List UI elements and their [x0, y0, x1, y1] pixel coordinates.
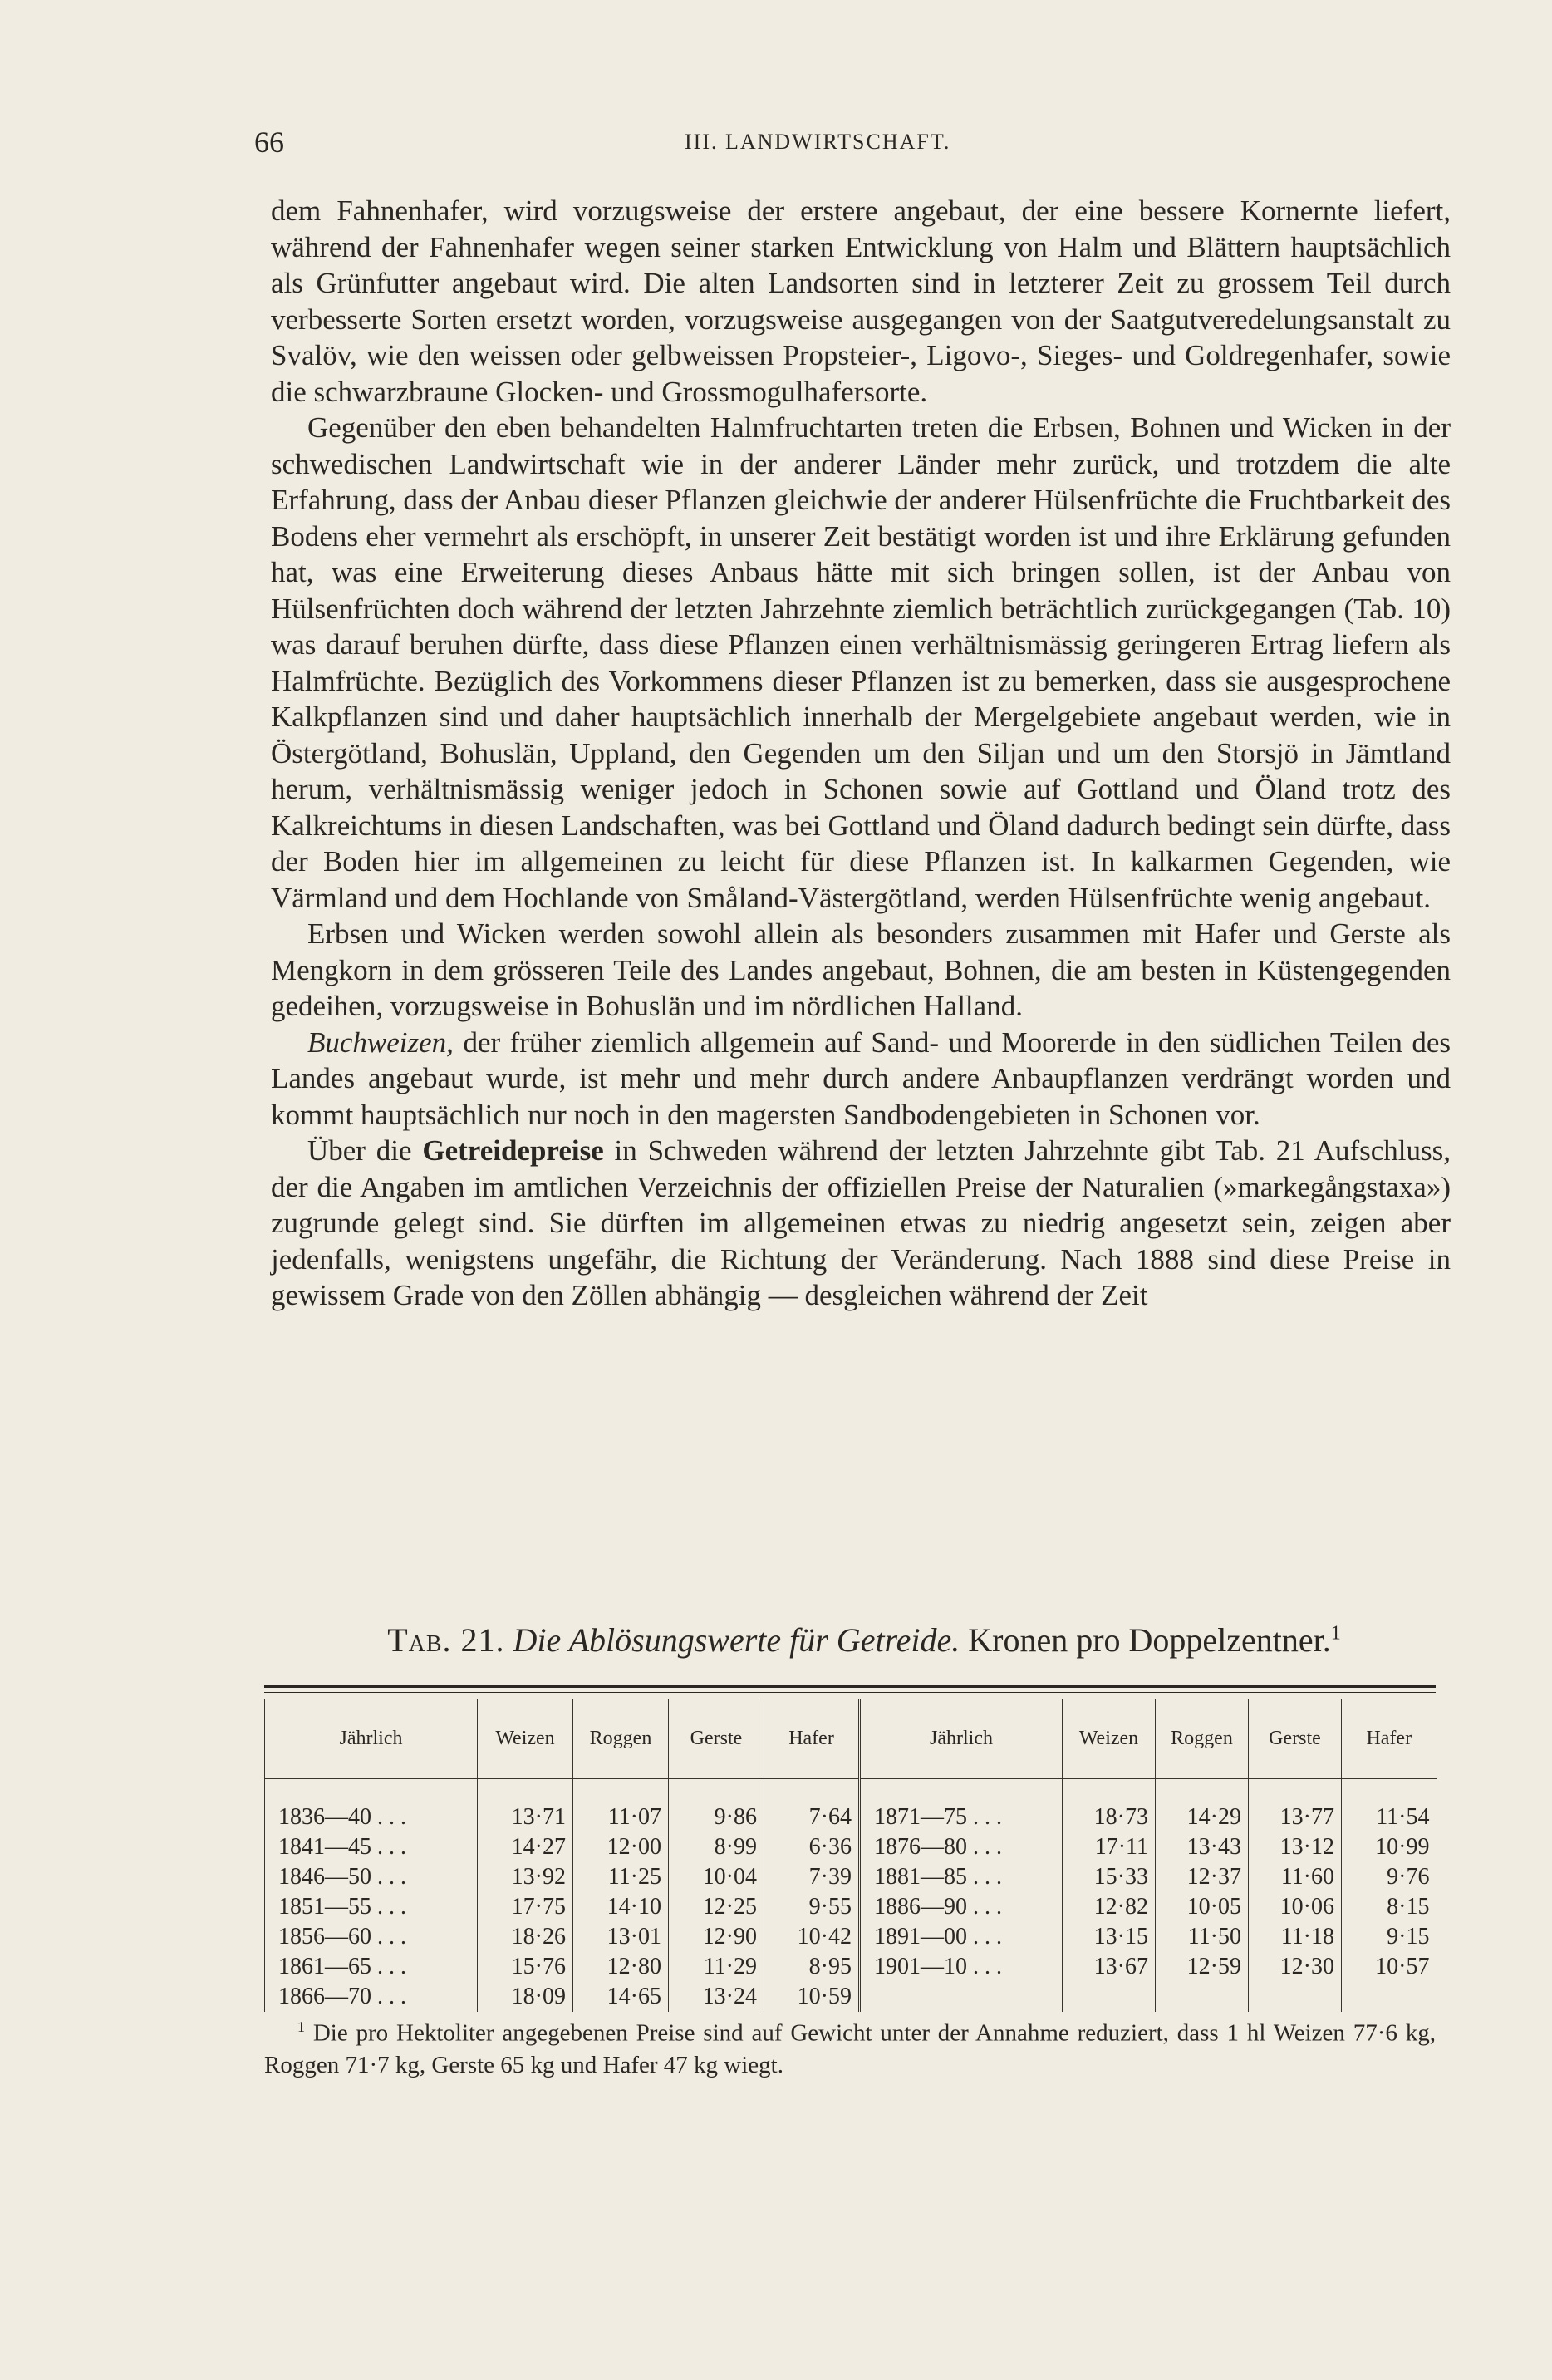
page-header	[254, 125, 1459, 166]
table-cell: 13·24	[669, 1982, 764, 2012]
table-cell: 1846—50 . . .	[265, 1862, 478, 1892]
prices-lead: Über die	[307, 1134, 423, 1167]
table-cell: 12·80	[573, 1952, 669, 1982]
table-row	[265, 1862, 1437, 1892]
table-cell: 11·18	[1249, 1922, 1342, 1952]
table-cell: 8·99	[669, 1832, 764, 1862]
table-caption	[266, 1620, 1462, 1660]
footnote-marker: 1	[297, 2019, 305, 2035]
table-cell: 18·73	[1063, 1779, 1156, 1833]
price-table	[264, 1699, 1437, 2012]
col-header: Roggen	[573, 1699, 669, 1779]
table-cell: 1851—55 . . .	[265, 1892, 478, 1922]
table-cell: 11·25	[573, 1862, 669, 1892]
table-cell: 14·29	[1156, 1779, 1249, 1833]
table-cell: 1881—85 . . .	[860, 1862, 1063, 1892]
table-cell	[1249, 1982, 1342, 2012]
table-cell	[1063, 1982, 1156, 2012]
table-row	[265, 1982, 1437, 2012]
paragraph-buckwheat	[271, 1025, 1451, 1133]
table-cell: 8·95	[764, 1952, 860, 1982]
col-header: Jährlich	[265, 1699, 478, 1779]
table-cell: 11·50	[1156, 1922, 1249, 1952]
col-header: Jährlich	[860, 1699, 1063, 1779]
table-cell: 7·64	[764, 1779, 860, 1833]
table-cell	[1342, 1982, 1437, 2012]
table-row	[265, 1832, 1437, 1862]
body-text	[271, 193, 1451, 1314]
table-cell: 1841—45 . . .	[265, 1832, 478, 1862]
table-cell: 10·06	[1249, 1892, 1342, 1922]
paragraph-grain-prices	[271, 1133, 1451, 1314]
col-header: Weizen	[1063, 1699, 1156, 1779]
table-cell: 14·27	[478, 1832, 573, 1862]
buckwheat-term: Buchweizen,	[307, 1025, 454, 1059]
table-cell: 12·37	[1156, 1862, 1249, 1892]
table-cell: 17·11	[1063, 1832, 1156, 1862]
table-cell: 9·55	[764, 1892, 860, 1922]
table-cell: 12·59	[1156, 1952, 1249, 1982]
table-cell: 11·29	[669, 1952, 764, 1982]
col-header: Hafer	[1342, 1699, 1437, 1779]
paragraph-peas: Erbsen und Wicken werden sowohl allein als besonders zusammen mit Hafer und Gerste als Mengkorn in dem grösseren Teile des Landes angebaut, Bohnen, die am besten in Küstengegenden gedeihen, vorzugsweise in Bohuslän und im nördlichen Halland.	[271, 917, 1451, 1022]
table-cell: 8·15	[1342, 1892, 1437, 1922]
table-cell: 9·76	[1342, 1862, 1437, 1892]
table-row	[265, 1952, 1437, 1982]
table-cell: 10·99	[1342, 1832, 1437, 1862]
table-cell: 6·36	[764, 1832, 860, 1862]
table-cell: 10·04	[669, 1862, 764, 1892]
table-cell: 13·43	[1156, 1832, 1249, 1862]
table-cell: 13·92	[478, 1862, 573, 1892]
table-cell: 11·54	[1342, 1779, 1437, 1833]
table-row	[265, 1892, 1437, 1922]
table-cell: 14·10	[573, 1892, 669, 1922]
table-cell: 13·15	[1063, 1922, 1156, 1952]
table-top-rule-thin	[264, 1692, 1436, 1693]
table-cell: 12·82	[1063, 1892, 1156, 1922]
table-note-ref: 1	[1330, 1622, 1341, 1645]
table-cell: 10·42	[764, 1922, 860, 1952]
table-cell: 9·15	[1342, 1922, 1437, 1952]
table-cell: 10·05	[1156, 1892, 1249, 1922]
prices-text: in Schweden während der letzten Jahrzehnte gibt Tab. 21 Aufschluss, der die Angaben im amtlichen Verzeichnis der offiziellen Preise der Naturalien (»markegångstaxa») zugrunde gelegt sind. Sie dürften im allgemeinen etwas zu niedrig angesetzt sein, zeigen aber jedenfalls, wenigstens ungefähr, die Richtung der Veränderung. Nach 1888 sind diese Preise in gewissem Grade von den Zöllen abhängig — desgleichen während der Zeit	[271, 1134, 1451, 1311]
table-cell: 10·57	[1342, 1952, 1437, 1982]
table-cell: 12·00	[573, 1832, 669, 1862]
table-cell: 13·77	[1249, 1779, 1342, 1833]
col-header: Gerste	[1249, 1699, 1342, 1779]
table-cell: 1871—75 . . .	[860, 1779, 1063, 1833]
buckwheat-text: der früher ziemlich allgemein auf Sand- und Moorerde in den südlichen Teilen des Landes angebaut wurde, ist mehr und mehr durch andere Anbaupflanzen verdrängt worden und kommt hauptsächlich nur noch in den magersten Sandbodengebieten in Schonen vor.	[271, 1025, 1451, 1131]
col-header: Gerste	[669, 1699, 764, 1779]
table-cell: 14·65	[573, 1982, 669, 2012]
table-title: Die Ablösungswerte für Getreide.	[513, 1621, 960, 1659]
footnote-paragraph	[264, 2011, 1436, 2081]
table-unit: Kronen pro Doppelzentner.	[968, 1621, 1331, 1659]
table-cell: 12·30	[1249, 1952, 1342, 1982]
footnote	[264, 2011, 1436, 2081]
table-cell: 11·60	[1249, 1862, 1342, 1892]
table-cell: 12·90	[669, 1922, 764, 1952]
table-cell: 13·01	[573, 1922, 669, 1952]
paragraph-oats: dem Fahnenhafer, wird vorzugsweise der erstere angebaut, der eine bessere Kornernte liefert, während der Fahnenhafer wegen seiner starken Entwicklung von Halm und Blättern hauptsächlich als Grünfutter angebaut wird. Die alten Landsorten sind in letzterer Zeit zu grossem Teil durch verbesserte Sorten ersetzt worden, vorzugsweise ausgegangen von der Saatgutveredelungsanstalt zu Svalöv, wie den weissen oder gelbweissen Propsteier-, Ligovo-, Sieges- und Goldregenhafer, sowie die schwarzbraune Glocken- und Grossmogulhafersorte.	[271, 194, 1451, 408]
table-cell: 1861—65 . . .	[265, 1952, 478, 1982]
footnote-text: Die pro Hektoliter angegebenen Preise sind auf Gewicht unter der Annahme reduziert, dass 1 hl Weizen 77·6 kg, Roggen 71·7 kg, Gerste 65 kg und Hafer 47 kg wiegt.	[264, 2019, 1436, 2078]
table-cell: 17·75	[478, 1892, 573, 1922]
table-cell: 1891—00 . . .	[860, 1922, 1063, 1952]
table-header-row	[265, 1699, 1437, 1779]
table-cell: 15·33	[1063, 1862, 1156, 1892]
table-cell: 13·71	[478, 1779, 573, 1833]
prices-term: Getreidepreise	[422, 1134, 604, 1167]
paragraph-legumes: Gegenüber den eben behandelten Halmfruchtarten treten die Erbsen, Bohnen und Wicken in der schwedischen Landwirtschaft wie in der anderer Länder mehr zurück, und trotzdem die alte Erfahrung, dass der Anbau dieser Pflanzen gleichwie der anderer Hülsenfrüchte die Fruchtbarkeit des Bodens eher vermehrt als erschöpft, in unserer Zeit bestätigt worden ist und ihre Erklärung gefunden hat, was eine Erweiterung dieses Anbaus hätte mit sich bringen sollen, ist der Anbau von Hülsenfrüchten doch während der letzten Jahrzehnte ziemlich beträchtlich zurückgegangen (Tab. 10) was darauf beruhen dürfte, dass diese Pflanzen einen verhältnismässig geringeren Ertrag liefern als Halmfrüchte. Bezüglich des Vorkommens dieser Pflanzen ist zu bemerken, dass sie ausgesprochene Kalkpflanzen sind und daher hauptsächlich innerhalb der Mergelgebiete angebaut werden, wie in Östergötland, Bohuslän, Uppland, den Gegenden um den Siljan und um den Storsjö in Jämtland herum, verhältnismässig weniger jedoch in Schonen sowie auf Gottland und Öland trotz des Kalkreichtums in diesen Landschaften, was bei Gottland und Öland dadurch bedingt sein dürfte, dass der Boden hier im allgemeinen zu leicht für diese Pflanzen ist. In kalkarmen Gegenden, wie Värmland und dem Hochlande von Småland-Västergötland, werden Hülsenfrüchte wenig angebaut.	[271, 411, 1451, 914]
table-cell: 1836—40 . . .	[265, 1779, 478, 1833]
col-header: Hafer	[764, 1699, 860, 1779]
col-header: Weizen	[478, 1699, 573, 1779]
col-header: Roggen	[1156, 1699, 1249, 1779]
table-cell	[1156, 1982, 1249, 2012]
table-cell: 7·39	[764, 1862, 860, 1892]
table-cell: 13·67	[1063, 1952, 1156, 1982]
table-cell: 1856—60 . . .	[265, 1922, 478, 1952]
table-cell: 1866—70 . . .	[265, 1982, 478, 2012]
table-cell: 18·09	[478, 1982, 573, 2012]
table-cell	[860, 1982, 1063, 2012]
table-cell: 18·26	[478, 1922, 573, 1952]
table-cell: 1886—90 . . .	[860, 1892, 1063, 1922]
table-cell: 1901—10 . . .	[860, 1952, 1063, 1982]
table-cell: 9·86	[669, 1779, 764, 1833]
table-cell: 11·07	[573, 1779, 669, 1833]
table-row	[265, 1779, 1437, 1833]
table-cell: 15·76	[478, 1952, 573, 1982]
table-top-rule	[264, 1685, 1436, 1688]
table-cell: 1876—80 . . .	[860, 1832, 1063, 1862]
table-cell: 12·25	[669, 1892, 764, 1922]
table-cell: 13·12	[1249, 1832, 1342, 1862]
table-cell: 10·59	[764, 1982, 860, 2012]
table-label: Tab. 21.	[387, 1621, 505, 1659]
page-number: 66	[254, 125, 284, 159]
running-head: III. LANDWIRTSCHAFT.	[685, 130, 951, 154]
table-row	[265, 1922, 1437, 1952]
